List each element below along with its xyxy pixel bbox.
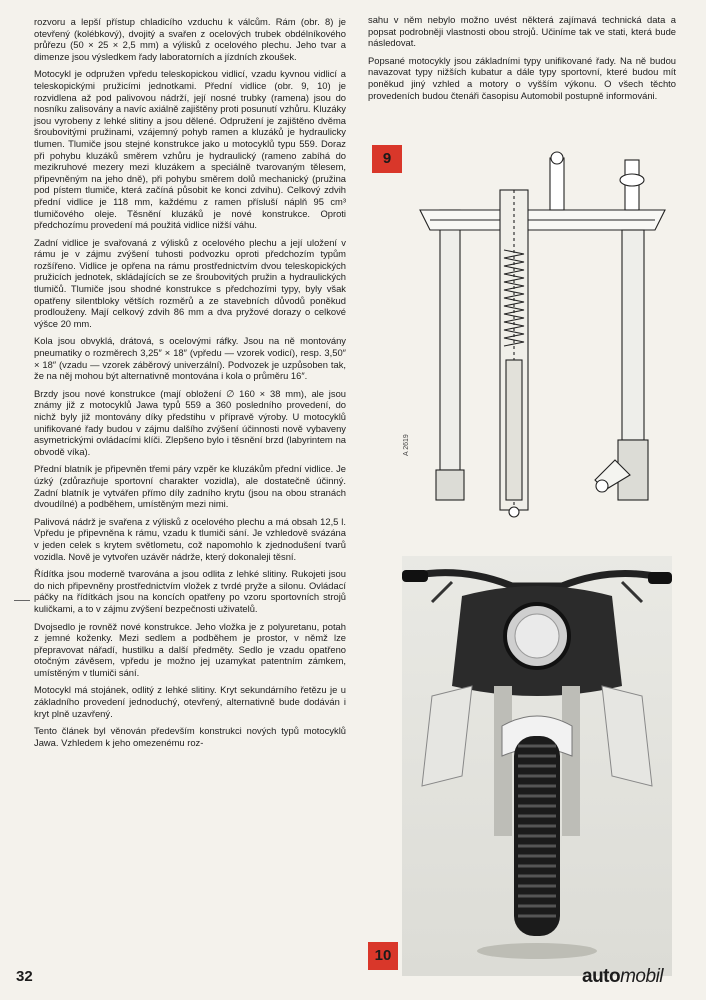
fork-technical-drawing: [400, 150, 680, 530]
paragraph: sahu v něm nebylo možno uvést některá zajímavá technická data a popsat podrobněji vlastnosti obou strojů. Učiníme tak ve stati, která bude následovat.: [368, 14, 676, 49]
paragraph: Palivová nádrž je svařena z výlisků z ocelového plechu a má obsah 12,5 l. Vpředu je připevněna k rámu, vzadu k tlumiči sání. Je vzhledově svázána v jeden celek s krytem světlometu, což napomohlo k zjednodušení tvarů vozidla. Nově je vytvořen uzávěr nádrže, který dokonaleji těsní.: [34, 515, 346, 562]
motorcycle-front-photo: [402, 556, 672, 976]
margin-mark: [14, 600, 30, 601]
paragraph: Dvojsedlo je rovněž nové konstrukce. Jeho vložka je z polyuretanu, potah z jemné koženky. Mezi sedlem a podběhem je prostor, v němž lze přepravovat nářadí, hustilku a další předměty. Sedlo je vzadu opatřeno otočným závěsem, vpředu je možno jej uzamykat patentním zámkem, umístěným v tlumiči sání.: [34, 620, 346, 678]
drawing-code: A 2619: [403, 434, 410, 456]
page-number: 32: [16, 968, 33, 985]
paragraph: Popsané motocykly jsou základními typy unifikované řady. Na ně budou navazovat typy nižších kubatur a dále typy sportovní, které budou mít poněkud jiný vzhled a motory o vyšším výkonu. O všech těchto provedeních budou čtenáři časopisu Automobil postupně informováni.: [368, 54, 676, 101]
logo-part: auto: [582, 966, 621, 987]
figure-9-number: 9: [372, 145, 402, 173]
paragraph: Motocykl má stojánek, odlitý z lehké slitiny. Kryt sekundárního řetězu je u základního provedení jednoduchý, otevřený, alternativně bude dodáván i kryt plně uzavřený.: [34, 684, 346, 719]
magazine-logo: [582, 966, 663, 988]
paragraph: Řídítka jsou moderně tvarována a jsou odlita z lehké slitiny. Rukojeti jsou do nich připevněny prostřednictvím vložek z tvrdé pryže a silonu. Ovládací páčky na řídítkách jsou na koncích opatřeny po vzoru sportovních strojů kuličkami, a to v zájmu zvýšení bezpečnosti uživatelů.: [34, 568, 346, 614]
right-text-column: [368, 14, 676, 107]
figure-10-number: 10: [368, 942, 398, 970]
paragraph: Tento článek byl věnován především konstrukci nových typů motocyklů Jawa. Vzhledem k jeho omezenému roz-: [34, 725, 346, 748]
paragraph: Brzdy jsou nové konstrukce (mají obložení ∅ 160 × 38 mm), ale jsou známy již z motocyklů Jawa typů 559 a 360 posledního provedení, do nichž byly již montovány díky předstihu v přípravě výroby. U motocyklů unifikované řady budou v zájmu dalšího zvýšení účinnosti nově vybaveny asymetrickými ovládacími klíči. Zlepšeno bylo i těsnění brzd (labyrintem na obvodě víka).: [34, 387, 346, 457]
logo-part: mobil: [620, 966, 664, 987]
left-text-column: [34, 16, 346, 754]
paragraph: Zadní vidlice je svařovaná z výlisků z ocelového plechu a její uložení v rámu je v zájmu zvýšení tuhosti podvozku oproti předchozím typům rozšířeno. Vidlice je opřena na rámu prostřednictvím dvou teleskopických pružicích jednotek, skládajících se ze šroubovitých pružin a hydraulických tlumičů. Tlumiče jsou shodné konstrukce s předchozími typy, byly však opatřeny silentbloky větších rozměrů a ze stavebních důvodů poněkud prodlouženy. Mají celkový zdvih 86 mm a dva pryžové dorazy o celkové výšce 20 mm.: [34, 236, 346, 329]
paragraph: Přední blatník je připevněn třemi páry vzpěr ke kluzákům přední vidlice. Je úzký (zdůrazňuje sportovní charakter vozidla), ale dostatečně účinný. Zadní blatník je vytvářen přímo díly zadního krytu (jsou na obou stranách dvoudílné) a podběhem, umístěným mezi nimi.: [34, 463, 346, 510]
paragraph: rozvoru a lepší přístup chladicího vzduchu k válcům. Rám (obr. 8) je otevřený (kolébkový), dvojitý a svařen z ocelových trubek obdélníkového průřezu (50 × 25 × 2,5 mm) a výlisků z ocelového plechu. Jeho tvar a dimenze jsou výsledkem řady laboratorních a jízdních zkoušek.: [34, 16, 346, 62]
paragraph: Motocykl je odpružen vpředu teleskopickou vidlicí, vzadu kyvnou vidlicí a teleskopickými pružicími jednotkami. Přední vidlice (obr. 9, 10) je rozvidlena až pod palivovou nádrží, její nosné trubky (ramena) jsou do nosníku zalisovány a navíc axiálně zajištěny proti posunutí vzhůru. Kluzáky jsou vyrobeny z lehké slitiny a jsou dělené. Odpružení je zajištěno dvěma šroubovitými pružinami, vzájemný pohyb ramen a kluzáků je hydraulicky tlumen. Tlumiče jsou stejné konstrukce jako u motocyklů typu 559. Doraz při pohybu kluzáků směrem vzhůru je hydraulický (rameno zabíhá do mezikruhové mezery mezi kluzákem a speciálně tvarovaným tělesem, připevněným na jeho dně), při pohybu směrem dolů mechanický (pružina pod pístem tlumiče, která začíná působit ke konci zdvihu). Celkový zdvih přední vidlice je 118 mm, každému z ramen přísluší náplň 95 cm³ tlumičového oleje. Těsnění kluzáků je nové konstrukce. Oproti předchozímu provedení má použitá vidlice nižší váhu.: [34, 68, 346, 231]
paragraph: Kola jsou obvyklá, drátová, s ocelovými ráfky. Jsou na ně montovány pneumatiky o rozměrech 3,25″ × 18″ (vpředu — vzorek vodicí), resp. 3,50″ × 18″ (vzadu — vzorek záběrový univerzální). Podvozek je uzpůsoben tak, že na něj mohou být alternativně montována i kola o průměru 16″.: [34, 335, 346, 382]
